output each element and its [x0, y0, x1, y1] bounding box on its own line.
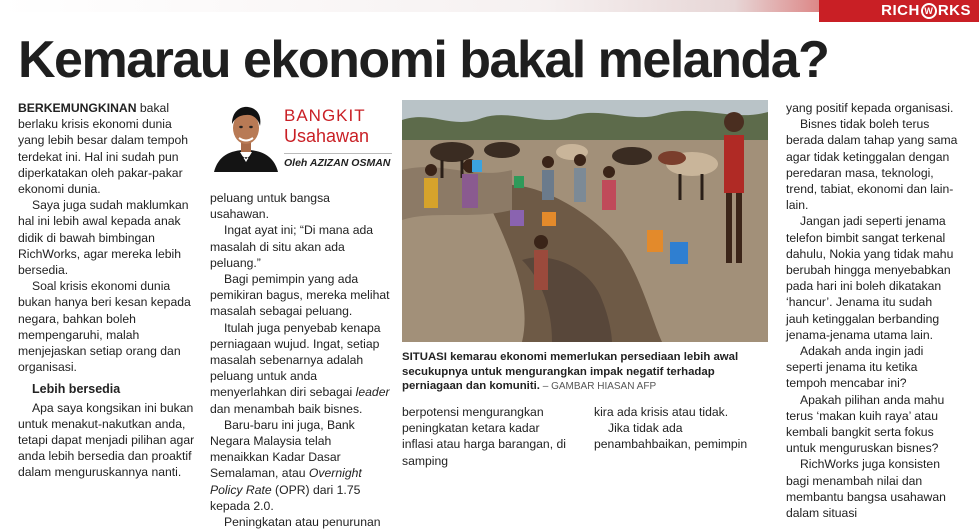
column-3b — [594, 404, 766, 453]
paragraph: Bagi pemimpin yang ada pemikiran bagus, mereka melihat masalah sebagai peluang. — [210, 272, 390, 319]
column-3a — [402, 404, 572, 469]
photo-credit: – GAMBAR HIASAN AFP — [539, 381, 657, 392]
paragraph: Bisnes tidak boleh terus berada dalam tahap yang sama agar tidak ketinggalan dengan peredaran masa, teknologi, trend, tabiat, ekonomi dan lain-lain. — [786, 117, 958, 213]
divider — [284, 153, 392, 154]
paragraph: Apakah pilihan anda mahu terus ‘makan kuih raya’ atau kembali bangkit serta fokus untuk menguruskan bisnes? — [786, 392, 945, 456]
paragraph: Baru-baru ini juga, Bank Negara Malaysia telah menaikkan Kadar Dasar Semalaman, atau Overnight Policy Rate (OPR) dari 1.75 kepada 2.0. — [210, 417, 362, 513]
paragraph: berpotensi mengurangkan peningkatan ketara kadar inflasi atau harga barangan, di samping — [402, 405, 566, 468]
paragraph: Jika tidak ada penambahbaikan, pemimpin — [594, 421, 748, 452]
column-1 — [18, 100, 196, 481]
paragraph: RichWorks juga konsisten bagi menambah nilai dan membantu bangsa usahawan dalam situasi — [786, 457, 946, 521]
column-2 — [210, 190, 390, 530]
paragraph: Adakah anda ingin jadi seperti jenama itu ketika tempoh mencabar ini? — [786, 344, 924, 391]
columnist-title-top: BANGKIT — [284, 106, 366, 125]
columnist-portrait — [210, 100, 282, 172]
photo-caption: SITUASI kemarau ekonomi memerlukan persediaan lebih awal secukupnya untuk mengurangkan impak negatif terhadap perniagaan dan komuniti. – GAMBAR HIASAN AFP — [402, 351, 739, 392]
paragraph: Jangan jadi seperti jenama telefon bimbit sangat terkenal dahulu, Nokia yang tidak mahu berubah hingga menyebabkan pada hari ini boleh dikatakan ‘hancur’. Jenama itu sudah jauh ketinggalan berbanding jenama-jenama utama lain. — [786, 214, 954, 342]
column-4 — [786, 100, 958, 521]
paragraph: Apa saya kongsikan ini bukan untuk menakut-nakutkan anda, tetapi dapat menjadi pilihan agar anda lebih bersedia dan proaktif dalam menguruskannya nanti. — [18, 400, 195, 480]
paragraph: peluang untuk bangsa usahawan. — [210, 191, 330, 222]
paragraph: Ingat ayat ini; “Di mana ada masalah di situ akan ada peluang.” — [210, 223, 374, 270]
news-photo — [402, 100, 768, 342]
columnist-box — [210, 100, 392, 178]
paragraph: Soal krisis ekonomi dunia bukan hanya beri kesan kepada negara, bahkan boleh mempengaruhi, malah menjejaskan setiap orang dan organisasi. — [18, 279, 191, 375]
byline: Oleh AZIZAN OSMAN — [284, 157, 391, 169]
paragraph: kira ada krisis atau tidak. — [594, 405, 729, 419]
paragraph: Saya juga sudah maklumkan hal ini lebih awal kepada anak didik di bawah bimbingan RichWorks, agar mereka lebih bersedia. — [18, 198, 189, 278]
subheading: Lebih bersedia — [32, 382, 121, 397]
paragraph: Peningkatan atau penurunan — [224, 515, 381, 530]
headline: Kemarau ekonomi bakal melanda? — [18, 31, 829, 89]
columnist-title-bottom: Usahawan — [284, 126, 370, 146]
paragraph: yang positif kepada organisasi. — [786, 101, 954, 115]
paragraph: Itulah juga penyebab kenapa perniagaan wujud. Ingat, setiap masalah sebenarnya adalah peluang untuk anda menyerlahkan diri sebagai leader dan menambah baik bisnes. — [210, 320, 390, 416]
richworks-logo: RICH W RKS — [819, 0, 979, 22]
lead-word: BERKEMUNGKINAN — [18, 101, 137, 115]
paragraph: BERKEMUNGKINAN bakal berlaku krisis ekonomi dunia yang lebih besar dalam tempoh terdekat ini. Hal ini sudah pun diperkatakan oleh pakar-pakar ekonomi dunia. — [18, 101, 189, 197]
